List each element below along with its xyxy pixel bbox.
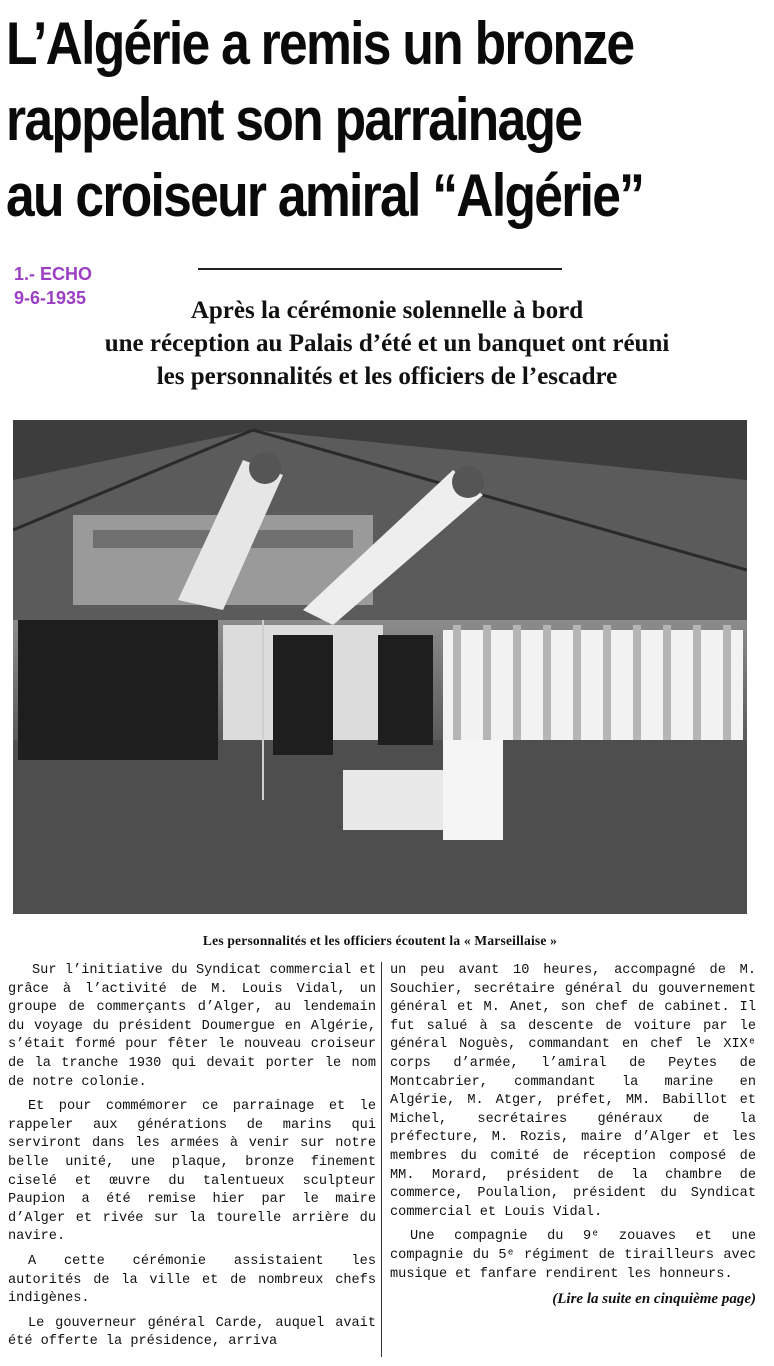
subhead-line-2: une réception au Palais d’été et un banquet ont réuni: [104, 330, 670, 357]
source-name: 1.- ECHO: [14, 264, 93, 284]
article-paragraph: A cette cérémonie assistaient les autorités de la ville et de nombreux chefs indigènes.: [8, 1253, 376, 1307]
article-paragraph: Sur l’initiative du Syndicat commercial et grâce à l’activité de M. Louis Vidal, un groupe de commerçants d’Alger, au lendemain du voyage du président Doumergue en Algérie, s’était formé pour fêter le nouveau croiseur de la tranche 1930 qui devait porter le nom de notre colonie.: [8, 963, 376, 1090]
ceremony-photo: [13, 420, 747, 914]
subheadline: [20, 294, 754, 393]
ceremony-photo-illustration: [13, 420, 747, 914]
headline-line-1: L’Algérie a remis un bronze: [6, 10, 634, 77]
subhead-line-3: les personnalités et les officiers de l’escadre: [156, 363, 618, 390]
article-paragraph: Le gouverneur général Carde, auquel avait été offerte la présidence, arriva: [8, 1315, 376, 1350]
column-divider: [381, 962, 382, 1357]
headline-line-3: au croiseur amiral “Algérie”: [6, 162, 644, 229]
article-column-left: [8, 962, 376, 1358]
continued-note: (Lire la suite en cinquième page): [552, 1291, 756, 1308]
article-paragraph: Une compagnie du 9ᵉ zouaves et une compagnie du 5ᵉ régiment de tirailleurs avec musique et fanfare rendirent les honneurs.: [390, 1229, 756, 1282]
source-date: 9-6-1935: [14, 288, 87, 308]
subhead-line-1: Après la cérémonie solennelle à bord: [190, 297, 584, 324]
article-paragraph: Et pour commémorer ce parrainage et le rappeler aux générations de marins qui serviront dans les armées à venir sur notre belle unité, une plaque, bronze finement ciselé et œuvre du talentueux sculpteur Paupion a été remise hier par le maire d’Alger et rivée sur la tourelle arrière du navire.: [8, 1099, 376, 1245]
article-paragraph: un peu avant 10 heures, accompagné de M. Souchier, secrétaire général du gouvernement général et M. Anet, son chef de cabinet. Il fut salué à sa descente de voiture par le général Noguès, commandant en chef le XIXᵉ corps d’armée, l’amiral de Peytes de Montcabrier, commandant la marine en Algérie, M. Atger, préfet, MM. Babillot et Michel, secrétaires généraux de la préfecture, M. Rozis, maire d’Alger et les membres du comité de réception composé de MM. Morard, président de la chambre de commerce, Poulalion, président du Syndicat commercial et Louis Vidal.: [390, 963, 756, 1220]
headline-line-2: rappelant son parrainage: [6, 86, 582, 153]
headline-rule: [198, 268, 562, 270]
headline: [6, 6, 771, 234]
article-column-right: [390, 962, 756, 1309]
photo-caption: Les personnalités et les officiers écoutent la « Marseillaise »: [202, 933, 558, 948]
